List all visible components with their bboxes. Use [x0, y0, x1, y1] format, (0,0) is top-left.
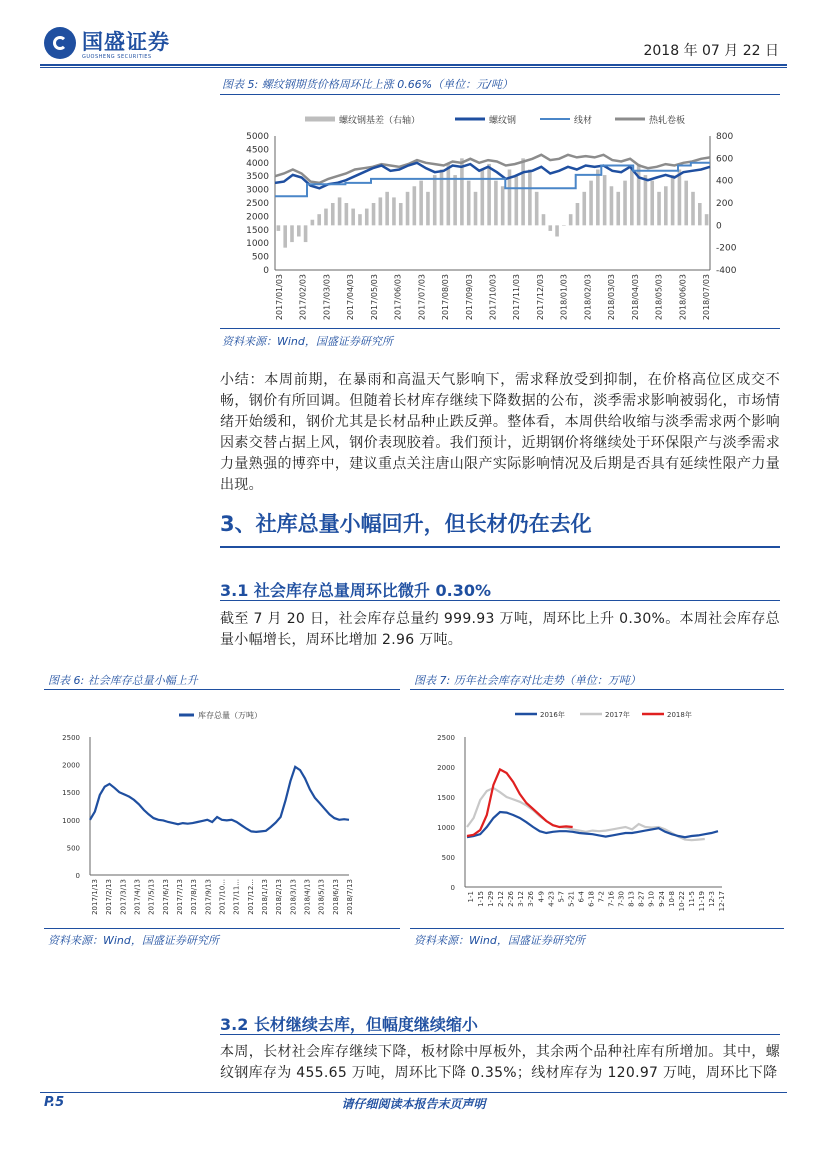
basis-bar	[297, 225, 301, 236]
x-tick-label: 2018/02/03	[583, 274, 593, 321]
figure5-source: 资料来源：Wind，国盛证券研究所	[222, 335, 393, 348]
x-tick-label: 5-7	[557, 891, 566, 903]
x-tick-label: 5-21	[567, 891, 576, 907]
figure7-bottom-rule	[410, 928, 784, 929]
series-line-inventory	[90, 767, 349, 832]
section3-heading: 3、社库总量小幅回升，但长材仍在去化	[220, 512, 592, 536]
x-tick-label: 2017/9/13	[204, 879, 213, 915]
basis-bar	[678, 170, 682, 226]
figure7-source: 资料来源：Wind，国盛证券研究所	[414, 934, 585, 947]
x-tick-label: 1-15	[477, 891, 486, 907]
x-tick-label: 2017/08/03	[441, 274, 451, 321]
basis-bar	[392, 197, 396, 225]
x-tick-label: 2017/04/03	[346, 274, 356, 321]
basis-bar	[501, 186, 505, 225]
figure5-title: 图表 5: 螺纹钢期货价格周环比上涨 0.66%（单位：元/吨）	[222, 78, 513, 91]
x-tick-label: 11-5	[687, 891, 696, 907]
x-tick-label: 3-12	[517, 891, 526, 907]
legend-label: 2016年	[540, 711, 565, 719]
y-tick-label: 1500	[62, 789, 80, 798]
x-tick-label: 2018/2/13	[275, 879, 284, 915]
basis-bar	[304, 225, 308, 242]
basis-bar	[698, 203, 702, 225]
header-divider	[40, 64, 787, 66]
y2-tick-label: 200	[716, 199, 734, 209]
x-tick-label: 8-27	[637, 891, 646, 907]
basis-bar	[385, 192, 389, 226]
figure6-title: 图表 6: 社会库存总量小幅上升	[48, 674, 198, 687]
basis-bar	[351, 209, 355, 226]
y-tick-label: 2000	[62, 761, 80, 770]
y-tick-label: 0	[450, 884, 455, 892]
y-tick-label: 2500	[62, 734, 80, 742]
logo-en-text: GUOSHENG SECURITIES	[82, 54, 152, 60]
basis-bar	[514, 175, 518, 225]
y-tick-label: 0	[263, 266, 269, 276]
basis-bar	[644, 175, 648, 225]
legend-label: 热轧卷板	[649, 116, 686, 126]
logo-text: 国盛证券	[82, 30, 170, 54]
basis-bar	[555, 225, 559, 236]
x-tick-label: 2017/12/03	[535, 274, 545, 321]
basis-bar	[596, 170, 600, 226]
y-tick-label: 0	[75, 872, 80, 880]
basis-bar	[535, 192, 539, 226]
x-tick-label: 2017/5/13	[147, 879, 156, 915]
subsection-3-1-text: 截至 7 月 20 日，社会库存总量约 999.93 万吨，周环比上升 0.30%。本周社会库存总量小幅增长，周环比增加 2.96 万吨。	[220, 611, 780, 648]
x-tick-label: 7-2	[597, 891, 606, 903]
basis-bar	[345, 203, 349, 225]
x-tick-label: 2018/06/03	[678, 274, 688, 321]
x-tick-label: 12-3	[707, 891, 716, 907]
legend-label: 线材	[574, 116, 593, 126]
basis-bar	[399, 203, 403, 225]
legend-label: 2018年	[667, 711, 692, 719]
legend-label: 螺纹钢基差（右轴）	[339, 116, 421, 126]
x-tick-label: 2017/09/03	[464, 274, 474, 321]
basis-bar	[358, 214, 362, 225]
x-tick-label: 2017/3/13	[119, 879, 128, 915]
figure7-top-rule	[410, 689, 784, 690]
basis-bar	[419, 181, 423, 226]
figure5-bottom-rule	[220, 328, 780, 329]
basis-bar	[487, 164, 491, 225]
basis-bar	[521, 158, 525, 225]
basis-bar	[684, 181, 688, 226]
x-tick-label: 2017/1/13	[91, 879, 99, 915]
x-tick-label: 2018/4/13	[303, 879, 312, 915]
y2-tick-label: -400	[716, 266, 737, 276]
y2-tick-label: 0	[716, 221, 722, 232]
y-tick-label: 2500	[246, 199, 269, 209]
basis-bar	[623, 181, 627, 226]
logo-icon	[44, 27, 76, 59]
basis-bar	[528, 170, 532, 226]
y-tick-label: 4000	[246, 158, 269, 169]
basis-bar	[637, 164, 641, 225]
y-tick-label: 1500	[437, 794, 455, 802]
x-tick-label: 2018/6/13	[331, 879, 340, 915]
basis-bar	[433, 175, 437, 225]
y-tick-label: 500	[66, 844, 80, 853]
x-tick-label: 2017/10...	[218, 879, 227, 915]
page-number: P.5	[44, 1095, 65, 1110]
basis-bar	[481, 170, 485, 226]
y-tick-label: 1000	[246, 239, 269, 250]
basis-bar	[589, 181, 593, 226]
x-tick-label: 7-16	[607, 891, 616, 907]
series-line-2016	[467, 812, 718, 837]
header-divider-thin	[40, 67, 787, 68]
x-tick-label: 2018/7/13	[346, 879, 354, 915]
basis-bar	[494, 181, 498, 226]
footer-divider	[40, 1092, 787, 1093]
x-tick-label: 1-1	[467, 891, 475, 903]
x-tick-label: 2017/10/03	[488, 274, 498, 321]
x-tick-label: 2018/01/03	[559, 274, 569, 321]
x-tick-label: 2-26	[507, 891, 516, 907]
basis-bar	[331, 203, 335, 225]
figure6-bottom-rule	[44, 928, 400, 929]
figure5-top-rule	[220, 94, 780, 95]
y-tick-label: 2500	[437, 734, 455, 742]
basis-bar	[542, 214, 546, 225]
basis-bar	[447, 164, 451, 225]
y-tick-label: 1000	[437, 824, 455, 832]
basis-bar	[548, 225, 552, 231]
basis-bar	[705, 214, 709, 225]
subsection-3-2-heading: 3.2 长材继续去库，但幅度继续缩小	[220, 1015, 478, 1034]
x-tick-label: 2018/1/13	[261, 879, 269, 915]
x-tick-label: 2017/11/03	[512, 274, 522, 321]
y2-tick-label: 600	[716, 154, 734, 165]
summary-paragraph: 小结：本周前期，在暴雨和高温天气影响下，需求释放受到抑制，在价格高位区成交不畅，钢价有所回调。但随着长材库存继续下降数据的公布，淡季需求影响被弱化，市场情绪开始缓和，钢价尤其是长材品种止跌反弹。整体看，本周供给收缩与淡季需求两个影响因素交替占据上风，钢价表现胶着。我们预计，近期钢价将继续处于环保限产与淡季需求力量熟强的博弈中，建议重点关注唐山限产实际影响情况及后期是否具有延续性限产力量出现。	[220, 372, 780, 493]
basis-bar	[671, 175, 675, 225]
x-tick-label: 2017/8/13	[190, 879, 199, 915]
y-tick-label: 3000	[246, 185, 269, 196]
x-tick-label: 8-13	[627, 891, 636, 907]
basis-bar	[610, 186, 614, 225]
x-tick-label: 2017/03/03	[322, 274, 332, 321]
basis-bar	[630, 170, 634, 226]
basis-bar	[474, 192, 478, 226]
figure6-source: 资料来源：Wind，国盛证券研究所	[48, 934, 219, 947]
x-tick-label: 2017/01/03	[275, 274, 284, 321]
x-tick-label: 2-12	[497, 891, 506, 907]
basis-bar	[324, 209, 328, 226]
x-tick-label: 2017/02/03	[298, 274, 308, 321]
basis-bar	[413, 186, 417, 225]
basis-bar	[453, 175, 457, 225]
y2-tick-label: 800	[716, 132, 734, 142]
basis-bar	[277, 225, 281, 231]
x-tick-label: 11-19	[697, 891, 706, 912]
y-tick-label: 500	[251, 252, 269, 263]
basis-bar	[338, 197, 342, 225]
x-tick-label: 2017/12...	[246, 879, 255, 915]
y-tick-label: 5000	[246, 132, 269, 142]
x-tick-label: 2017/2/13	[105, 879, 114, 915]
basis-bar	[460, 158, 464, 225]
figure6-chart	[44, 695, 400, 925]
y-tick-label: 2000	[246, 212, 269, 223]
y-tick-label: 2000	[437, 764, 455, 772]
subsection-3-1-heading: 3.1 社会库存总量周环比微升 0.30%	[220, 581, 491, 600]
legend-label: 库存总量（万吨）	[198, 711, 262, 720]
basis-bar	[283, 225, 287, 247]
x-tick-label: 2018/5/13	[317, 879, 326, 915]
y-tick-label: 4500	[246, 145, 269, 156]
report-date: 2018 年 07 月 22 日	[643, 43, 779, 59]
basis-bar	[365, 209, 369, 226]
basis-bar	[562, 225, 566, 226]
y-tick-label: 3500	[246, 172, 269, 183]
x-tick-label: 6-18	[587, 891, 596, 907]
x-tick-label: 6-4	[577, 891, 586, 903]
basis-bar	[657, 192, 661, 226]
x-tick-label: 2017/6/13	[161, 879, 170, 915]
x-tick-label: 2017/06/03	[393, 274, 403, 321]
y-tick-label: 1500	[246, 225, 269, 236]
y2-tick-label: -200	[716, 243, 737, 254]
legend-label: 螺纹钢	[489, 116, 517, 126]
x-tick-label: 3-26	[527, 891, 536, 907]
figure5-chart	[220, 100, 780, 328]
x-tick-label: 2017/7/13	[176, 879, 184, 915]
subsection-3-1-rule	[220, 600, 780, 601]
x-tick-label: 12-17	[718, 891, 726, 912]
basis-bar	[317, 214, 321, 225]
basis-bar	[406, 192, 410, 226]
x-tick-label: 2017/05/03	[369, 274, 379, 321]
x-tick-label: 9-24	[657, 891, 666, 907]
x-tick-label: 10-8	[667, 891, 676, 907]
basis-bar	[290, 225, 294, 242]
basis-bar	[467, 181, 471, 226]
legend-label: 2017年	[605, 711, 630, 719]
subsection-3-2-text: 本周，长材社会库存继续下降，板材除中厚板外，其余两个品种社库有所增加。其中，螺纹钢库存为 455.65 万吨，周环比下降 0.35%；线材库存为 120.97 万吨，周环比下降	[220, 1044, 780, 1081]
footer-disclaimer: 请仔细阅读本报告末页声明	[341, 1097, 486, 1111]
x-tick-label: 4-23	[547, 891, 556, 907]
basis-bar	[372, 203, 376, 225]
x-tick-label: 2018/07/03	[702, 274, 711, 321]
x-tick-label: 2018/05/03	[654, 274, 664, 321]
figure7-chart	[410, 695, 784, 925]
figure7-title: 图表 7: 历年社会库存对比走势（单位：万吨）	[414, 674, 641, 687]
figure6-top-rule	[44, 689, 400, 690]
x-tick-label: 4-9	[537, 891, 546, 903]
basis-bar	[576, 203, 580, 225]
basis-bar	[379, 197, 383, 225]
basis-bar	[440, 170, 444, 226]
basis-bar	[426, 192, 430, 226]
x-tick-label: 9-10	[647, 891, 656, 907]
basis-bar	[311, 220, 315, 226]
basis-bar	[650, 181, 654, 226]
basis-bar	[691, 192, 695, 226]
basis-bar	[603, 175, 607, 225]
x-tick-label: 2018/03/03	[607, 274, 617, 321]
basis-bar	[664, 186, 668, 225]
basis-bar	[616, 192, 620, 226]
x-tick-label: 7-30	[617, 891, 626, 907]
x-tick-label: 1-29	[487, 891, 496, 907]
section3-rule	[220, 546, 780, 548]
y-tick-label: 500	[441, 854, 455, 862]
x-tick-label: 10-22	[677, 891, 686, 912]
basis-bar	[582, 192, 586, 226]
y-tick-label: 1000	[62, 816, 80, 825]
basis-bar	[569, 214, 573, 225]
x-tick-label: 2017/11...	[232, 879, 241, 915]
x-tick-label: 2017/4/13	[133, 879, 142, 915]
y2-tick-label: 400	[716, 176, 734, 187]
x-tick-label: 2018/3/13	[289, 879, 298, 915]
subsection-3-2-rule	[220, 1034, 780, 1035]
x-tick-label: 2018/04/03	[630, 274, 640, 321]
x-tick-label: 2017/07/03	[417, 274, 427, 321]
